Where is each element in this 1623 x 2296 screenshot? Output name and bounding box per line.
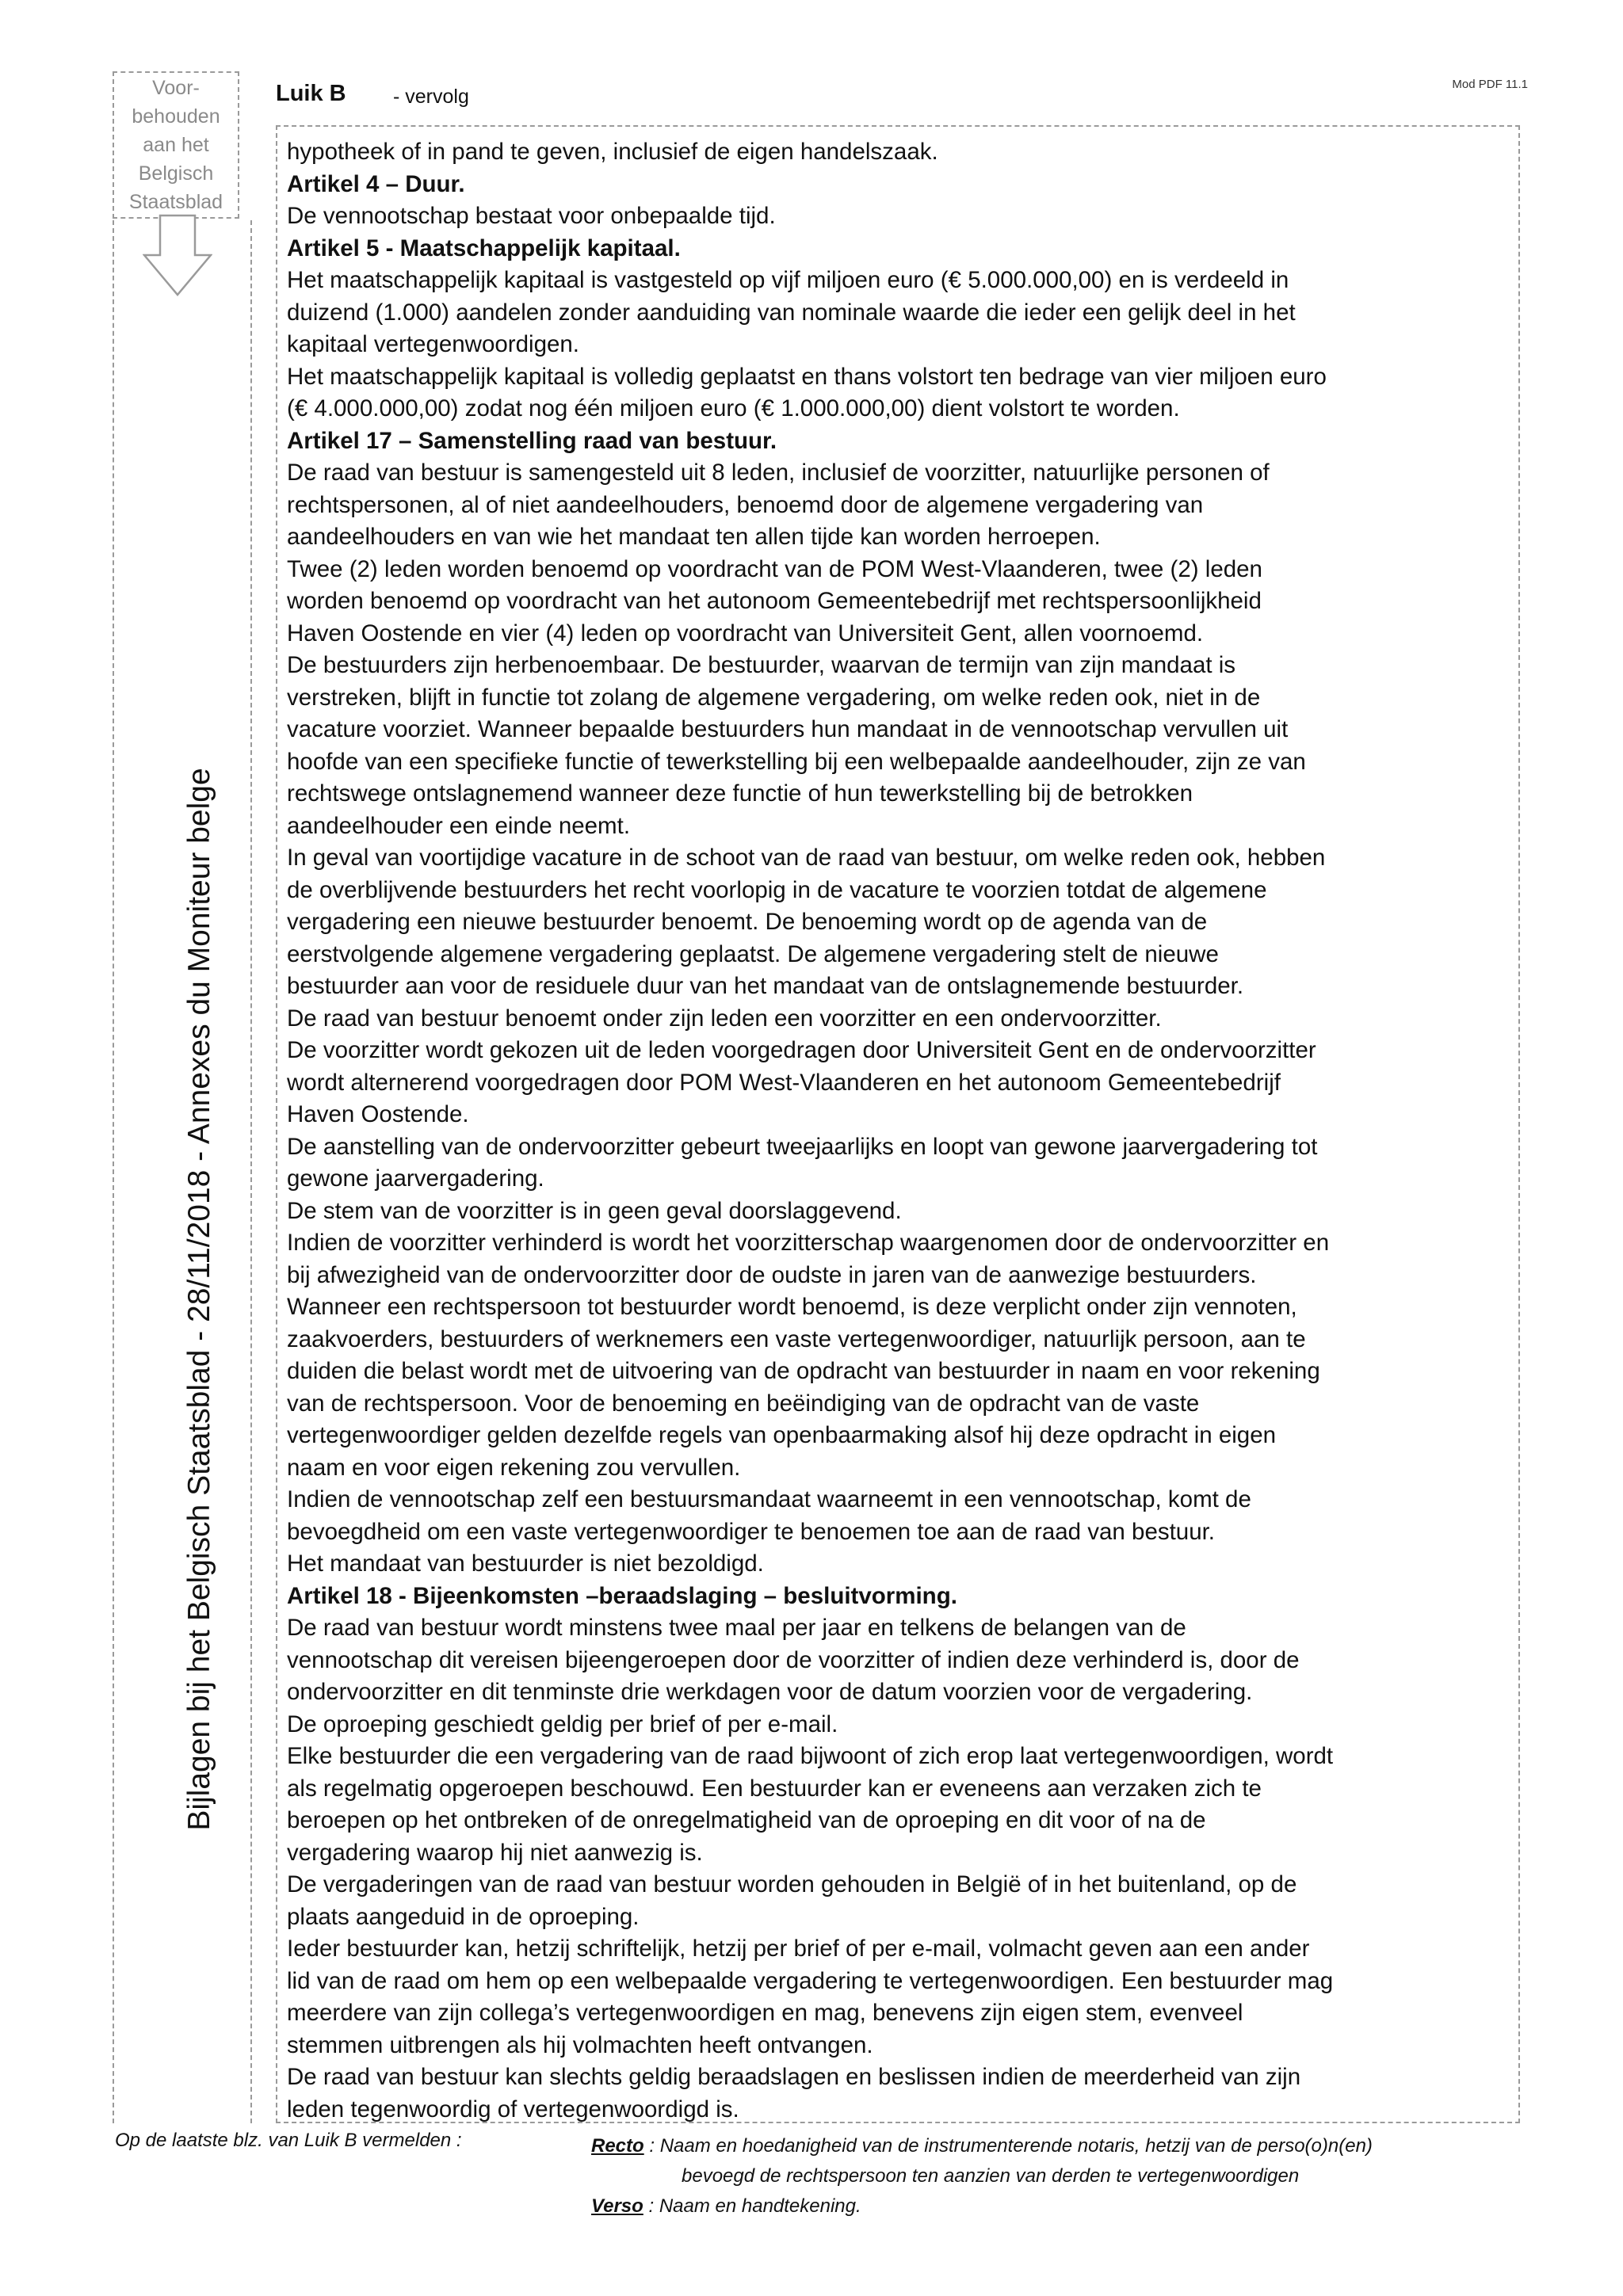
reserved-line: aan het (143, 134, 209, 156)
body-line: meerdere van zijn collega’s vertegenwoordigen en mag, benevens zijn eigen stem, evenveel (287, 2000, 1243, 2026)
body-line: Indien de voorzitter verhinderd is wordt het voorzitterschap waargenomen door de ondervoorzitter en (287, 1230, 1330, 1256)
body-line: wordt alternerend voorgedragen door POM West-Vlaanderen en het autonoom Gemeentebedrijf (287, 1069, 1281, 1096)
verso-text: : Naam en handtekening. (643, 2195, 861, 2217)
body-line: bij afwezigheid van de ondervoorzitter door de oudste in jaren van de aanwezige bestuurders. (287, 1261, 1257, 1288)
reserved-box-text (129, 74, 223, 216)
body-line: De raad van bestuur benoemt onder zijn leden een voorzitter en een ondervoorzitter. (287, 1005, 1162, 1032)
section-title: Luik B (276, 81, 346, 106)
body-line: In geval van voortijdige vacature in de schoot van de raad van bestuur, om welke reden ook, hebben (287, 845, 1326, 871)
recto-line-2: bevoegd de rechtspersoon ten aanzien van derden te vertegenwoordigen (682, 2165, 1300, 2187)
body-line: vacature voorziet. Wanneer bepaalde bestuurders hun mandaat in de vennootschap vervullen uit (287, 716, 1289, 742)
reserved-line: Staatsblad (128, 191, 223, 213)
recto-label: Recto (591, 2135, 644, 2157)
body-line: aandeelhouders en van wie het mandaat ten allen tijde kan worden herroepen. (287, 524, 1101, 550)
body-line: vergadering waarop hij niet aanwezig is. (287, 1839, 703, 1866)
body-line: rechtspersonen, al of niet aandeelhouders, benoemd door de algemene vergadering van (287, 491, 1204, 518)
article-heading: Artikel 4 – Duur. (287, 170, 465, 197)
body-line: Indien de vennootschap zelf een bestuursmandaat waarneemt in een vennootschap, komt de (287, 1486, 1251, 1512)
body-line: vertegenwoordiger gelden dezelfde regels van openbaarmaking alsof hij deze opdracht in eigen (287, 1422, 1277, 1448)
body-line: beroepen op het ontbreken of de onregelmatigheid van de oproeping en dit voor of na de (287, 1807, 1206, 1833)
body-line: De raad van bestuur wordt minstens twee maal per jaar en telkens de belangen van de (287, 1615, 1186, 1641)
verso-line (591, 2191, 1373, 2222)
reserved-line: Voor- (152, 77, 200, 99)
reserved-line: behouden (132, 105, 220, 128)
body-line: worden benoemd op voordracht van het autonoom Gemeentebedrijf met rechtspersoonlijkheid (287, 588, 1262, 614)
verso-label: Verso (591, 2195, 643, 2217)
body-line: als regelmatig opgeroepen beschouwd. Een bestuurder kan er eveneens aan verzaken zich te (287, 1775, 1262, 1802)
article-heading: Artikel 17 – Samenstelling raad van bestuur. (287, 427, 777, 454)
body-line: De voorzitter wordt gekozen uit de leden voorgedragen door Universiteit Gent en de ondervoorzitter (287, 1037, 1316, 1063)
footer-instruction: Op de laatste blz. van Luik B vermelden : (115, 2130, 462, 2151)
body-line: hypotheek of in pand te geven, inclusief de eigen handelszaak. (287, 139, 938, 165)
body-line: duizend (1.000) aandelen zonder aanduiding van nominale waarde die ieder een gelijk deel in het (287, 299, 1296, 326)
body-line: Wanneer een rechtspersoon tot bestuurder wordt benoemd, is deze verplicht onder zijn vennoten, (287, 1294, 1297, 1320)
recto-text: : Naam en hoedanigheid van de instrumenterende notaris, hetzij van de perso(o)n(en) (643, 2135, 1373, 2157)
body-line: verstreken, blijft in functie tot zolang de algemene vergadering, om welke reden ook, niet in de (287, 684, 1261, 711)
body-line: de overblijvende bestuurders het recht voorlopig in de vacature te voorzien totdat de algemene (287, 876, 1267, 903)
body-line: eerstvolgende algemene vergadering geplaatst. De algemene vergadering stelt de nieuwe (287, 940, 1219, 967)
body-line: aandeelhouder een einde neemt. (287, 812, 631, 839)
body-line: bevoegdheid om een vaste vertegenwoordiger te benoemen toe aan de raad van bestuur. (287, 1518, 1215, 1545)
body-line: De oproeping geschiedt geldig per brief of per e-mail. (287, 1711, 838, 1737)
body-line: Het maatschappelijk kapitaal is vastgesteld op vijf miljoen euro (€ 5.000.000,00) en is verdeeld in (287, 267, 1289, 293)
body-line: Elke bestuurder die een vergadering van de raad bijwoont of zich erop laat vertegenwoordigen, wordt (287, 1743, 1334, 1769)
section-subtitle: - vervolg (393, 86, 469, 108)
article-heading: Artikel 5 - Maatschappelijk kapitaal. (287, 235, 681, 261)
article-heading: Artikel 18 - Bijeenkomsten –beraadslaging – besluitvorming. (287, 1582, 957, 1609)
document-body (276, 125, 1520, 2123)
body-line: rechtswege ontslagnemend wanneer deze functie of hun tewerkstelling bij de betrokken (287, 780, 1193, 807)
body-line: vergadering een nieuwe bestuurder benoemt. De benoeming wordt op de agenda van de (287, 909, 1208, 935)
body-line: gewone jaarvergadering. (287, 1165, 544, 1192)
body-line: zaakvoerders, bestuurders of werknemers een vaste vertegenwoordiger, natuurlijk persoon, aan te (287, 1325, 1306, 1352)
body-line: De raad van bestuur kan slechts geldig beraadslagen en beslissen indien de meerderheid van zijn (287, 2064, 1301, 2090)
body-line: De aanstelling van de ondervoorzitter gebeurt tweejaarlijks en loopt van gewone jaarvergadering tot (287, 1133, 1318, 1160)
body-line: De stem van de voorzitter is in geen geval doorslaggevend. (287, 1197, 902, 1224)
body-line: Twee (2) leden worden benoemd op voordracht van de POM West-Vlaanderen, twee (2) leden (287, 555, 1262, 582)
body-line: De vergaderingen van de raad van bestuur worden gehouden in België of in het buitenland, op de (287, 1871, 1297, 1897)
body-line: duiden die belast wordt met de uitvoering van de opdracht van bestuurder in naam en voor rekening (287, 1358, 1320, 1384)
body-line: Haven Oostende en vier (4) leden op voordracht van Universiteit Gent, allen voornoemd. (287, 620, 1204, 646)
body-line: Ieder bestuurder kan, hetzij schriftelijk, hetzij per brief of per e-mail, volmacht geven aan een ander (287, 1936, 1310, 1962)
reserved-line: Belgisch (138, 162, 214, 185)
body-line: De vennootschap bestaat voor onbepaalde tijd. (287, 203, 776, 229)
body-line: ondervoorzitter en dit tenminste drie werkdagen voor de datum voorzien voor de vergadering. (287, 1679, 1253, 1705)
body-line: lid van de raad om hem op een welbepaalde vergadering te vertegenwoordigen. Een bestuurder mag (287, 1967, 1334, 1994)
body-line: De raad van bestuur is samengesteld uit 8 leden, inclusief de voorzitter, natuurlijke personen of (287, 460, 1270, 486)
reserved-box (113, 71, 239, 219)
body-line: van de rechtspersoon. Voor de benoeming en beëindiging van de opdracht van de vaste (287, 1390, 1200, 1417)
body-line: kapitaal vertegenwoordigen. (287, 331, 579, 357)
body-line: Haven Oostende. (287, 1101, 469, 1127)
body-line: De bestuurders zijn herbenoembaar. De bestuurder, waarvan de termijn van zijn mandaat is (287, 652, 1236, 678)
footer-notes (591, 2131, 1373, 2222)
body-line: bestuurder aan voor de residuele duur van het mandaat van de ontslagnemende bestuurder. (287, 973, 1244, 999)
body-line: Het mandaat van bestuurder is niet bezoldigd. (287, 1550, 764, 1577)
body-line: stemmen uitbrengen als hij volmachten heeft ontvangen. (287, 2031, 873, 2058)
body-line: plaats aangeduid in de oproeping. (287, 1903, 640, 1930)
body-line: (€ 4.000.000,00) zodat nog één miljoen euro (€ 1.000.000,00) dient volstort te worden. (287, 395, 1180, 421)
body-line: vennootschap dit vereisen bijeengeroepen door de voorzitter of indien deze verhinderd is, door de (287, 1646, 1300, 1673)
recto-line (591, 2131, 1373, 2161)
form-version: Mod PDF 11.1 (1452, 78, 1528, 91)
body-line: naam en voor eigen rekening zou vervullen. (287, 1454, 741, 1481)
body-line: Het maatschappelijk kapitaal is volledig geplaatst en thans volstort ten bedrage van vier miljoen euro (287, 363, 1327, 390)
body-line: hoofde van een specifieke functie of tewerkstelling bij een welbepaalde aandeelhouder, zijn ze van (287, 748, 1306, 775)
vertical-annex-label: Bijlagen bij het Belgisch Staatsblad - 28/11/2018 - Annexes du Moniteur belge (182, 768, 216, 1831)
body-line: leden tegenwoordig of vertegenwoordigd is. (287, 2096, 739, 2122)
